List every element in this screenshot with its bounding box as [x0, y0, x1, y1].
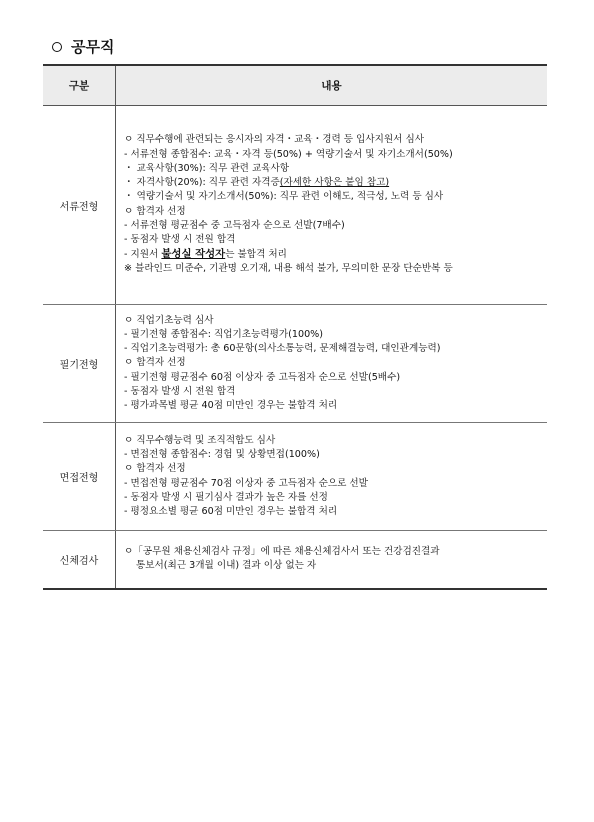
content-line: ㅇ「공무원 채용신체검사 규정」에 따른 채용신체검사서 또는 건강검진결과 — [124, 546, 440, 558]
content-line: ㅇ 합격자 선정 — [124, 357, 186, 369]
row-category: 신체검사 — [43, 531, 116, 589]
content-line: - 서류전형 평균점수 중 고득점자 순으로 선발(7배수) — [124, 219, 345, 231]
content-line: - 면접전형 종합점수: 경험 및 상황면접(100%) — [124, 449, 320, 461]
content-line: ㅇ 직업기초능력 심사 — [124, 314, 214, 326]
header-content: 내용 — [116, 65, 548, 106]
emphasis-text: 불성실 작성자 — [161, 248, 226, 261]
content-line: - 평정요소별 평균 60점 미만인 경우는 불합격 처리 — [124, 505, 338, 517]
underlined-note: (자세한 사항은 붙임 참고) — [279, 177, 390, 189]
section-title-text: 공무직 — [71, 38, 115, 56]
content-line — [124, 247, 543, 262]
table-row — [43, 531, 547, 589]
section-title — [52, 36, 114, 57]
row-category: 면접전형 — [43, 423, 116, 531]
content-line: - 평가과목별 평균 40점 미만인 경우는 불합격 처리 — [124, 400, 338, 411]
header-category: 구분 — [43, 65, 116, 106]
row-content — [116, 531, 548, 589]
row-category: 필기전형 — [43, 305, 116, 423]
table-row — [43, 305, 547, 423]
content-line: - 직업기초능력평가: 총 60문항(의사소통능력, 문제해결능력, 대인관계능력) — [124, 343, 441, 355]
content-line: ※ 블라인드 미준수, 기관명 오기재, 내용 해석 불가, 무의미한 문장 단순반복 등 — [124, 263, 453, 275]
content-line: - 서류전형 종합점수: 교육・자격 등(50%) + 역량기술서 및 자기소개서(50%) — [124, 148, 453, 160]
content-line: ㅇ 직무수행에 관련되는 응시자의 자격・교육・경력 등 입사지원서 심사 — [124, 134, 425, 146]
content-line: ・ 역량기술서 및 자기소개서(50%): 직무 관련 이해도, 적극성, 노력 등 심사 — [124, 191, 444, 203]
content-line: - 동점자 발생 시 전원 합격 — [124, 233, 236, 245]
content-line: - 면접전형 평균점수 70점 이상자 중 고득점자 순으로 선발 — [124, 477, 368, 489]
row-category: 서류전형 — [43, 106, 116, 305]
content-line: ㅇ 합격자 선정 — [124, 205, 186, 217]
content-line: ㅇ 합격자 선정 — [124, 463, 186, 475]
screening-table — [43, 64, 547, 590]
content-line: - 동점자 발생 시 필기심사 결과가 높은 자를 선정 — [124, 491, 328, 503]
content-text: 는 불합격 처리 — [225, 249, 287, 261]
content-line: 통보서(최근 3개월 이내) 결과 이상 없는 자 — [136, 560, 317, 572]
row-content — [116, 305, 548, 423]
table-row — [43, 423, 547, 531]
content-line: - 동점자 발생 시 전원 합격 — [124, 385, 236, 397]
row-content — [116, 106, 548, 305]
content-text: - 지원서 — [124, 249, 162, 261]
circle-bullet-icon — [52, 42, 62, 52]
content-line: ㅇ 직무수행능력 및 조직적합도 심사 — [124, 434, 276, 446]
content-line: ・ 교육사항(30%): 직무 관련 교육사항 — [124, 162, 290, 174]
content-line — [124, 176, 543, 190]
content-text: ・ 자격사항(20%): 직무 관련 자격증 — [124, 177, 280, 189]
content-line: - 필기전형 평균점수 60점 이상자 중 고득점자 순으로 선발(5배수) — [124, 371, 401, 383]
table-row — [43, 106, 547, 305]
table-header-row — [43, 65, 547, 106]
row-content — [116, 423, 548, 531]
content-line: - 필기전형 종합점수: 직업기초능력평가(100%) — [124, 328, 324, 340]
